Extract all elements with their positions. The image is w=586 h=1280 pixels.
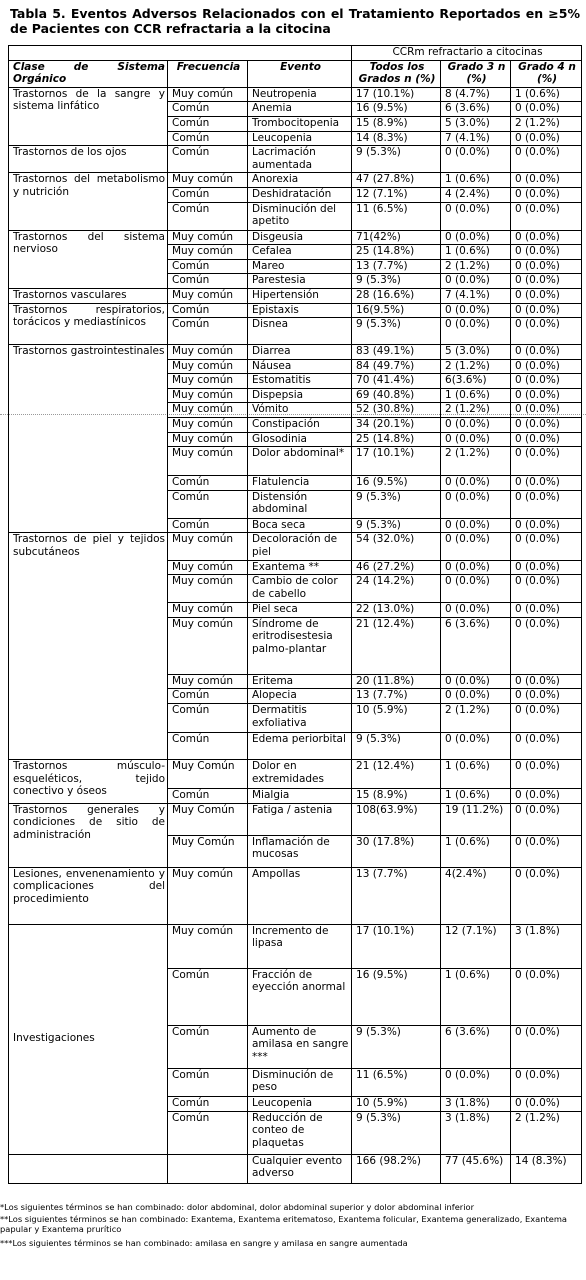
grade3-cell: 4(2.4%) (441, 867, 511, 924)
grade3-cell: 1 (0.6%) (441, 245, 511, 260)
grade3-cell: 6 (3.6%) (441, 617, 511, 674)
all-grades-cell: 34 (20.1%) (352, 418, 441, 433)
grade4-cell: 0 (0.0%) (511, 359, 582, 374)
all-grades-cell: 11 (6.5%) (352, 1068, 441, 1096)
grade4-cell: 0 (0.0%) (511, 288, 582, 303)
frequency-cell: Muy común (168, 603, 248, 618)
event-cell: Alopecia (248, 689, 352, 704)
grade3-cell: 0 (0.0%) (441, 518, 511, 533)
grade4-cell: 2 (1.2%) (511, 1111, 582, 1154)
frequency-cell: Común (168, 733, 248, 760)
all-grades-cell: 47 (27.8%) (352, 173, 441, 188)
frequency-cell: Muy Común (168, 803, 248, 835)
event-cell: Epistaxis (248, 303, 352, 318)
grade4-cell: 0 (0.0%) (511, 674, 582, 689)
organ-class-cell: Trastornos de los ojos (9, 146, 168, 173)
grade3-cell: 0 (0.0%) (441, 274, 511, 289)
frequency-cell: Muy común (168, 432, 248, 447)
event-cell: Diarrea (248, 345, 352, 360)
all-grades-cell: 16 (9.5%) (352, 102, 441, 117)
event-cell: Cualquier evento adverso (248, 1154, 352, 1183)
grade4-cell: 0 (0.0%) (511, 432, 582, 447)
grade3-cell: 0 (0.0%) (441, 560, 511, 575)
frequency-cell: Común (168, 789, 248, 804)
event-cell: Edema periorbital (248, 733, 352, 760)
table-row (9, 924, 582, 968)
event-cell: Mialgia (248, 789, 352, 804)
col-header-class: Clase de Sistema Orgánico (9, 60, 168, 87)
table-row (9, 760, 582, 789)
grade4-cell: 0 (0.0%) (511, 173, 582, 188)
event-cell: Parestesia (248, 274, 352, 289)
all-grades-cell: 70 (41.4%) (352, 374, 441, 389)
frequency-cell: Común (168, 518, 248, 533)
event-cell: Disminución del apetito (248, 202, 352, 230)
grade4-cell: 0 (0.0%) (511, 374, 582, 389)
grade4-cell: 0 (0.0%) (511, 490, 582, 518)
grade3-cell: 7 (4.1%) (441, 288, 511, 303)
event-cell: Trombocitopenia (248, 116, 352, 131)
grade3-cell: 1 (0.6%) (441, 835, 511, 867)
table-row (9, 533, 582, 560)
grade3-cell: 3 (1.8%) (441, 1111, 511, 1154)
event-cell: Mareo (248, 259, 352, 274)
grade3-cell: 0 (0.0%) (441, 202, 511, 230)
frequency-cell: Muy común (168, 359, 248, 374)
event-cell: Fracción de eyección anormal (248, 968, 352, 1025)
event-cell: Anemia (248, 102, 352, 117)
frequency-cell: Común (168, 146, 248, 173)
frequency-cell: Muy común (168, 87, 248, 102)
all-grades-cell: 9 (5.3%) (352, 733, 441, 760)
event-cell: Exantema ** (248, 560, 352, 575)
event-cell: Distensión abdominal (248, 490, 352, 518)
grade3-cell: 0 (0.0%) (441, 476, 511, 491)
all-grades-cell: 15 (8.9%) (352, 116, 441, 131)
table-row (9, 288, 582, 303)
footnote-3: ***Los siguientes términos se han combinado: amilasa en sangre y amilasa en sangre aumentada (0, 1238, 408, 1248)
frequency-cell: Común (168, 131, 248, 146)
grade3-cell: 0 (0.0%) (441, 146, 511, 173)
frequency-cell: Muy común (168, 674, 248, 689)
all-grades-cell: 16(9.5%) (352, 303, 441, 318)
table-row (9, 345, 582, 360)
all-grades-cell: 25 (14.8%) (352, 432, 441, 447)
all-grades-cell: 84 (49.7%) (352, 359, 441, 374)
all-grades-cell: 9 (5.3%) (352, 146, 441, 173)
grade3-cell: 6(3.6%) (441, 374, 511, 389)
all-grades-cell: 17 (10.1%) (352, 924, 441, 968)
table-row (9, 803, 582, 835)
grade4-cell: 0 (0.0%) (511, 704, 582, 733)
event-cell: Boca seca (248, 518, 352, 533)
grade4-cell: 2 (1.2%) (511, 116, 582, 131)
grade4-cell: 0 (0.0%) (511, 388, 582, 403)
grade4-cell: 0 (0.0%) (511, 533, 582, 560)
event-cell: Neutropenia (248, 87, 352, 102)
event-cell: Piel seca (248, 603, 352, 618)
grade4-cell: 0 (0.0%) (511, 187, 582, 202)
grade3-cell: 5 (3.0%) (441, 345, 511, 360)
all-grades-cell: 25 (14.8%) (352, 245, 441, 260)
blank-cell (9, 1154, 168, 1183)
all-grades-cell: 46 (27.2%) (352, 560, 441, 575)
frequency-cell: Común (168, 274, 248, 289)
grade4-cell: 0 (0.0%) (511, 345, 582, 360)
frequency-cell: Muy común (168, 575, 248, 603)
grade4-cell: 0 (0.0%) (511, 476, 582, 491)
grade4-cell: 0 (0.0%) (511, 789, 582, 804)
table-head (9, 46, 582, 88)
grade4-cell: 0 (0.0%) (511, 1096, 582, 1111)
grade3-cell: 2 (1.2%) (441, 259, 511, 274)
table-row (9, 230, 582, 245)
table-row (9, 87, 582, 102)
organ-class-cell: Trastornos de la sangre y sistema linfático (9, 87, 168, 145)
frequency-cell: Muy Común (168, 835, 248, 867)
grade3-cell: 1 (0.6%) (441, 789, 511, 804)
frequency-cell: Común (168, 259, 248, 274)
all-grades-cell: 69 (40.8%) (352, 388, 441, 403)
grade4-cell: 0 (0.0%) (511, 617, 582, 674)
all-grades-cell: 9 (5.3%) (352, 518, 441, 533)
grade4-cell: 0 (0.0%) (511, 835, 582, 867)
all-grades-cell: 20 (11.8%) (352, 674, 441, 689)
grade4-cell: 0 (0.0%) (511, 259, 582, 274)
grade4-cell: 0 (0.0%) (511, 230, 582, 245)
all-grades-cell: 21 (12.4%) (352, 760, 441, 789)
table-row (9, 146, 582, 173)
organ-class-cell: Trastornos vasculares (9, 288, 168, 303)
all-grades-cell: 54 (32.0%) (352, 533, 441, 560)
event-cell: Disminución de peso (248, 1068, 352, 1096)
event-cell: Dolor abdominal* (248, 447, 352, 476)
col-header-grade3: Grado 3 n (%) (441, 60, 511, 87)
grade4-cell: 0 (0.0%) (511, 1068, 582, 1096)
all-grades-cell: 166 (98.2%) (352, 1154, 441, 1183)
grade3-cell: 0 (0.0%) (441, 318, 511, 345)
event-cell: Estomatitis (248, 374, 352, 389)
grade4-cell: 0 (0.0%) (511, 518, 582, 533)
frequency-cell: Común (168, 1096, 248, 1111)
all-grades-cell: 22 (13.0%) (352, 603, 441, 618)
organ-class-cell: Trastornos respiratorios, torácicos y mediastínicos (9, 303, 168, 345)
grade4-cell: 0 (0.0%) (511, 403, 582, 418)
grade4-cell: 0 (0.0%) (511, 867, 582, 924)
all-grades-cell: 17 (10.1%) (352, 447, 441, 476)
grade4-cell: 14 (8.3%) (511, 1154, 582, 1183)
event-cell: Reducción de conteo de plaquetas (248, 1111, 352, 1154)
all-grades-cell: 83 (49.1%) (352, 345, 441, 360)
organ-class-cell: Trastornos del sistema nervioso (9, 230, 168, 288)
all-grades-cell: 10 (5.9%) (352, 704, 441, 733)
grade3-cell: 7 (4.1%) (441, 131, 511, 146)
all-grades-cell: 14 (8.3%) (352, 131, 441, 146)
all-grades-cell: 13 (7.7%) (352, 259, 441, 274)
grade3-cell: 12 (7.1%) (441, 924, 511, 968)
event-cell: Cefalea (248, 245, 352, 260)
event-cell: Disgeusia (248, 230, 352, 245)
event-cell: Fatiga / astenia (248, 803, 352, 835)
event-cell: Incremento de lipasa (248, 924, 352, 968)
event-cell: Leucopenia (248, 131, 352, 146)
grade3-cell: 0 (0.0%) (441, 733, 511, 760)
grade4-cell: 0 (0.0%) (511, 1025, 582, 1068)
grade4-cell: 0 (0.0%) (511, 131, 582, 146)
frequency-cell: Muy común (168, 447, 248, 476)
grade3-cell: 0 (0.0%) (441, 603, 511, 618)
event-cell: Leucopenia (248, 1096, 352, 1111)
col-header-all-grades: Todos los Grados n (%) (352, 60, 441, 87)
grade4-cell: 0 (0.0%) (511, 102, 582, 117)
all-grades-cell: 15 (8.9%) (352, 789, 441, 804)
event-cell: Glosodinia (248, 432, 352, 447)
col-header-grade4: Grado 4 n (%) (511, 60, 582, 87)
frequency-cell: Muy común (168, 533, 248, 560)
event-cell: Dermatitis exfoliativa (248, 704, 352, 733)
table-row (9, 867, 582, 924)
total-row (9, 1154, 582, 1183)
event-cell: Aumento de amilasa en sangre *** (248, 1025, 352, 1068)
event-cell: Flatulencia (248, 476, 352, 491)
all-grades-cell: 10 (5.9%) (352, 1096, 441, 1111)
frequency-cell: Muy común (168, 388, 248, 403)
grade3-cell: 3 (1.8%) (441, 1096, 511, 1111)
grade3-cell: 6 (3.6%) (441, 1025, 511, 1068)
frequency-cell: Común (168, 303, 248, 318)
all-grades-cell: 9 (5.3%) (352, 490, 441, 518)
grade3-cell: 0 (0.0%) (441, 432, 511, 447)
event-cell: Dispepsia (248, 388, 352, 403)
frequency-cell: Común (168, 187, 248, 202)
grade3-cell: 1 (0.6%) (441, 760, 511, 789)
all-grades-cell: 71(42%) (352, 230, 441, 245)
event-cell: Eritema (248, 674, 352, 689)
all-grades-cell: 13 (7.7%) (352, 867, 441, 924)
frequency-cell: Común (168, 116, 248, 131)
grade3-cell: 2 (1.2%) (441, 359, 511, 374)
grade3-cell: 0 (0.0%) (441, 303, 511, 318)
frequency-cell: Muy común (168, 288, 248, 303)
frequency-cell: Común (168, 704, 248, 733)
grade4-cell: 1 (0.6%) (511, 87, 582, 102)
grade3-cell: 5 (3.0%) (441, 116, 511, 131)
grade3-cell: 0 (0.0%) (441, 533, 511, 560)
grade4-cell: 0 (0.0%) (511, 689, 582, 704)
grade4-cell: 0 (0.0%) (511, 968, 582, 1025)
frequency-cell: Común (168, 318, 248, 345)
grade4-cell: 0 (0.0%) (511, 146, 582, 173)
all-grades-cell: 12 (7.1%) (352, 187, 441, 202)
all-grades-cell: 28 (16.6%) (352, 288, 441, 303)
frequency-cell: Muy común (168, 403, 248, 418)
grade4-cell: 0 (0.0%) (511, 803, 582, 835)
event-cell: Hipertensión (248, 288, 352, 303)
event-cell: Dolor en extremidades (248, 760, 352, 789)
frequency-cell: Muy común (168, 418, 248, 433)
event-cell: Constipación (248, 418, 352, 433)
grade4-cell: 0 (0.0%) (511, 560, 582, 575)
grade3-cell: 8 (4.7%) (441, 87, 511, 102)
organ-class-cell: Trastornos del metabolismo y nutrición (9, 173, 168, 230)
frequency-cell: Muy común (168, 245, 248, 260)
organ-class-cell: Investigaciones (9, 924, 168, 1154)
grade3-cell: 2 (1.2%) (441, 403, 511, 418)
group-header: CCRm refractario a citocinas (352, 46, 582, 61)
grade4-cell: 0 (0.0%) (511, 274, 582, 289)
col-header-frequency: Frecuencia (168, 60, 248, 87)
all-grades-cell: 9 (5.3%) (352, 1111, 441, 1154)
event-cell: Disnea (248, 318, 352, 345)
all-grades-cell: 21 (12.4%) (352, 617, 441, 674)
grade4-cell: 0 (0.0%) (511, 245, 582, 260)
frequency-cell: Común (168, 476, 248, 491)
frequency-cell: Muy común (168, 173, 248, 188)
organ-class-cell: Trastornos músculo-esqueléticos, tejido conectivo y óseos (9, 760, 168, 804)
all-grades-cell: 16 (9.5%) (352, 476, 441, 491)
grade4-cell: 0 (0.0%) (511, 447, 582, 476)
grade3-cell: 4 (2.4%) (441, 187, 511, 202)
all-grades-cell: 13 (7.7%) (352, 689, 441, 704)
event-cell: Lacrimación aumentada (248, 146, 352, 173)
grade4-cell: 0 (0.0%) (511, 418, 582, 433)
grade3-cell: 0 (0.0%) (441, 490, 511, 518)
grade3-cell: 0 (0.0%) (441, 230, 511, 245)
frequency-cell: Muy común (168, 230, 248, 245)
all-grades-cell: 108(63.9%) (352, 803, 441, 835)
event-cell: Anorexia (248, 173, 352, 188)
grade3-cell: 0 (0.0%) (441, 689, 511, 704)
event-cell: Decoloración de piel (248, 533, 352, 560)
grade3-cell: 0 (0.0%) (441, 575, 511, 603)
grade3-cell: 19 (11.2%) (441, 803, 511, 835)
grade3-cell: 77 (45.6%) (441, 1154, 511, 1183)
all-grades-cell: 24 (14.2%) (352, 575, 441, 603)
all-grades-cell: 9 (5.3%) (352, 274, 441, 289)
event-cell: Cambio de color de cabello (248, 575, 352, 603)
frequency-cell: Común (168, 490, 248, 518)
event-cell: Síndrome de eritrodisestesia palmo-plantar (248, 617, 352, 674)
table-title: Tabla 5. Eventos Adversos Relacionados con el Tratamiento Reportados en ≥5% de Pacientes con CCR refractaria a la citocina (10, 6, 580, 36)
blank-cell (168, 1154, 248, 1183)
adverse-events-table (8, 45, 582, 1184)
frequency-cell: Común (168, 1068, 248, 1096)
event-cell: Vómito (248, 403, 352, 418)
all-grades-cell: 11 (6.5%) (352, 202, 441, 230)
grade4-cell: 0 (0.0%) (511, 603, 582, 618)
frequency-cell: Muy común (168, 560, 248, 575)
frequency-cell: Muy común (168, 924, 248, 968)
frequency-cell: Muy Común (168, 760, 248, 789)
grade3-cell: 0 (0.0%) (441, 674, 511, 689)
grade4-cell: 0 (0.0%) (511, 760, 582, 789)
frequency-cell: Común (168, 1111, 248, 1154)
grade3-cell: 6 (3.6%) (441, 102, 511, 117)
organ-class-cell: Trastornos gastrointestinales (9, 345, 168, 533)
grade4-cell: 0 (0.0%) (511, 318, 582, 345)
frequency-cell: Común (168, 1025, 248, 1068)
grade4-cell: 0 (0.0%) (511, 303, 582, 318)
frequency-cell: Común (168, 102, 248, 117)
table-row (9, 303, 582, 318)
table-body (9, 87, 582, 1183)
grade4-cell: 0 (0.0%) (511, 575, 582, 603)
grade3-cell: 0 (0.0%) (441, 1068, 511, 1096)
blank-header-cell (9, 46, 352, 61)
all-grades-cell: 9 (5.3%) (352, 318, 441, 345)
grade3-cell: 1 (0.6%) (441, 388, 511, 403)
table-row (9, 173, 582, 188)
event-cell: Deshidratación (248, 187, 352, 202)
all-grades-cell: 52 (30.8%) (352, 403, 441, 418)
all-grades-cell: 16 (9.5%) (352, 968, 441, 1025)
grade3-cell: 2 (1.2%) (441, 447, 511, 476)
col-header-event: Evento (248, 60, 352, 87)
frequency-cell: Muy común (168, 867, 248, 924)
grade4-cell: 0 (0.0%) (511, 202, 582, 230)
grade3-cell: 0 (0.0%) (441, 418, 511, 433)
organ-class-cell: Trastornos de piel y tejidos subcutáneos (9, 533, 168, 760)
frequency-cell: Muy común (168, 617, 248, 674)
event-cell: Náusea (248, 359, 352, 374)
frequency-cell: Común (168, 968, 248, 1025)
frequency-cell: Muy común (168, 374, 248, 389)
grade4-cell: 3 (1.8%) (511, 924, 582, 968)
frequency-cell: Común (168, 689, 248, 704)
grade4-cell: 0 (0.0%) (511, 733, 582, 760)
all-grades-cell: 9 (5.3%) (352, 1025, 441, 1068)
organ-class-cell: Lesiones, envenenamiento y complicaciones del procedimiento (9, 867, 168, 924)
footnote-1: *Los siguientes términos se han combinado: dolor abdominal, dolor abdominal superior y dolor abdominal inferior (0, 1202, 475, 1212)
all-grades-cell: 30 (17.8%) (352, 835, 441, 867)
event-cell: Inflamación de mucosas (248, 835, 352, 867)
organ-class-cell: Trastornos generales y condiciones de sitio de administración (9, 803, 168, 867)
footnote-2: **Los siguientes términos se han combinado: Exantema, Exantema eritematoso, Exantema folicular, Exantema generalizado, Exantema papular y Exantema prurítico (0, 1214, 567, 1234)
grade3-cell: 2 (1.2%) (441, 704, 511, 733)
grade3-cell: 1 (0.6%) (441, 968, 511, 1025)
all-grades-cell: 17 (10.1%) (352, 87, 441, 102)
frequency-cell: Común (168, 202, 248, 230)
frequency-cell: Muy común (168, 345, 248, 360)
event-cell: Ampollas (248, 867, 352, 924)
grade3-cell: 1 (0.6%) (441, 173, 511, 188)
